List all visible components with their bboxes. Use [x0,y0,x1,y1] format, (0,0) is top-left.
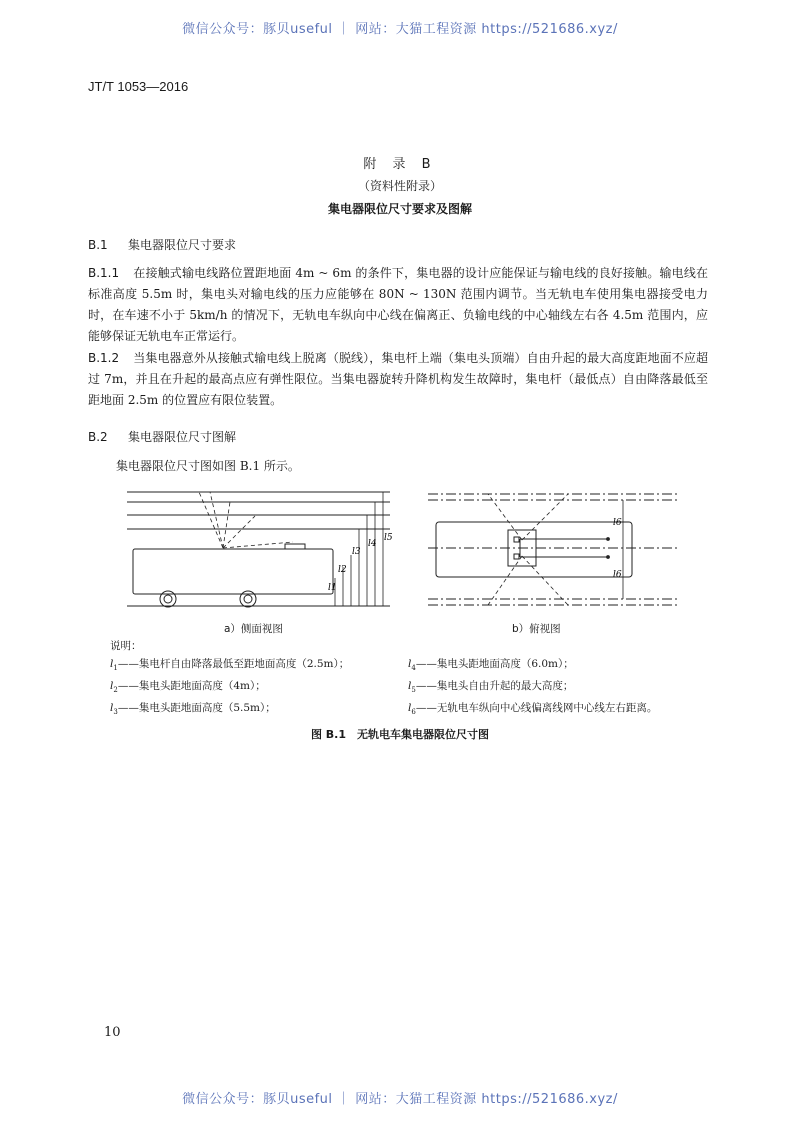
dimension-label-l4: l4 [368,539,377,549]
legend-title: 说明： [110,640,142,652]
dimension-label-l5: l5 [384,533,393,543]
legend-right-column [408,655,657,721]
appendix-title: 附 录 B [363,157,437,172]
figure-title: 图 B.1 无轨电车集电器限位尺寸图 [310,728,490,741]
figure-intro: 集电器限位尺寸图如图 B.1 所示。 [116,459,300,473]
dimension-label-l6-lower: l6 [613,570,622,580]
watermark-top: 微信公众号：豚贝useful ｜ 网站：大猫工程资源 https://521686.xyz/ [182,22,618,37]
top-view-diagram [428,482,678,617]
dimension-label-l1: l1 [328,583,337,593]
legend-item-l3: $l_3——$集电头距地面高度（5.5m）； [110,702,276,717]
legend-left-column [110,655,349,721]
dimension-label-l2: l2 [338,565,347,575]
section-heading-b2 [88,428,236,445]
legend-item-l5: $l_5——$集电头自由升起的最大高度； [408,680,574,695]
paragraph-b11 [88,263,708,347]
top-view-caption: b）俯视图 [512,623,561,635]
legend-item-l4: $l_4——$集电头距地面高度（6.0m）； [408,658,574,673]
legend-item-l1: $l_1——$集电杆自由降落最低至距地面高度（2.5m）； [110,658,350,673]
standard-code: JT/T 1053—2016 [88,79,189,94]
dimension-label-l6-upper: l6 [613,518,622,528]
paragraph-text: 当集电器意外从接触式输电线上脱离（脱线），集电杆上端（集电头顶端）自由升起的最大高度距地面不应超过 7m，并且在升起的最高点应有弹性限位。当集电器旋转升降机构发生故障时，集电杆（最低点）自由降落最低至距地面 2.5m 的位置应有限位装置。 [88,351,708,407]
section-number: B.1 [88,238,108,252]
page-number: 10 [104,1025,121,1040]
paragraph-number: B.1.1 [88,266,120,280]
side-view-caption: a）侧面视图 [224,623,283,635]
section-title: 集电器限位尺寸要求 [128,238,237,252]
appendix-subtitle: 集电器限位尺寸要求及图解 [327,202,472,216]
watermark-bottom: 微信公众号：豚贝useful ｜ 网站：大猫工程资源 https://521686.xyz/ [182,1092,618,1107]
dimension-label-l3: l3 [352,547,361,557]
section-heading-b1 [88,236,236,253]
section-title: 集电器限位尺寸图解 [128,430,237,444]
legend-item-l2: $l_2——$集电头距地面高度（4m）； [110,680,266,695]
appendix-nature: （资料性附录） [357,179,442,193]
side-view-diagram [125,482,395,617]
legend-item-l6: $l_6——$无轨电车纵向中心线偏离线网中心线左右距离。 [408,702,658,717]
paragraph-number: B.1.2 [88,351,120,365]
paragraph-text: 在接触式输电线路位置距地面 4m ~ 6m 的条件下，集电器的设计应能保证与输电线的良好接触。输电线在标准高度 5.5m 时，集电头对输电线的压力应能够在 80N ~ 130N 范围内调节。当无轨电车使用集电器接受电力时，在车速不小于 5km/h 的情况下，无轨电车纵向中心线在偏离正、负输电线的中心轴线左右各 4.5m 范围内，应能够保证无轨电车正常运行。 [88,266,708,343]
section-number: B.2 [88,430,108,444]
paragraph-b12 [88,348,708,411]
